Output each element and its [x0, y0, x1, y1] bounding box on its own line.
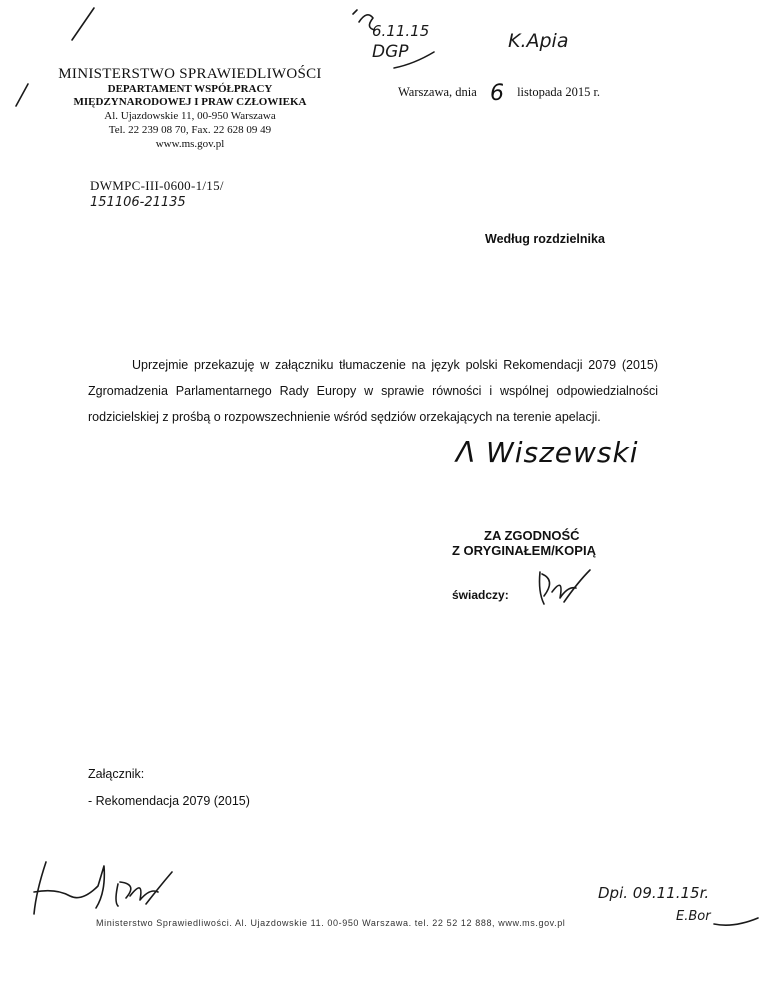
date-suffix: listopada 2015 r.	[517, 85, 601, 99]
letter-body	[88, 352, 658, 430]
handwritten-initials-underline	[390, 50, 440, 74]
handwritten-slash-mark	[60, 4, 100, 44]
addressee: Według rozdzielnika	[485, 232, 605, 246]
date-line	[398, 77, 601, 106]
handwritten-signature: Λ Wiszewski	[456, 436, 639, 469]
stamp-line1: ZA ZGODNOŚĆ	[484, 528, 580, 543]
department-address: Al. Ujazdowskie 11, 00-950 Warszawa	[104, 110, 276, 122]
reference-number: DWMPC-III-0600-1/15/	[90, 178, 224, 193]
department-name-line1: DEPARTAMENT WSPÓŁPRACY	[107, 83, 273, 95]
footer-address: Ministerstwo Sprawiedliwości. Al. Ujazdowskie 11. 00-950 Warszawa. tel. 22 52 12 888, www.ms.gov.pl	[96, 918, 566, 928]
handwritten-initials-dgp: DGP	[372, 42, 409, 62]
handwritten-top-right-note: K.Apia	[508, 30, 569, 52]
stamp-line2: Z ORYGINAŁEM/KOPIĄ	[452, 543, 596, 558]
letter-body-paragraph: Uprzejmie przekazuję w załączniku tłumaczenie na język polski Rekomendacji 2079 (2015) Zgromadzenia Parlamentarnego Rady Europy w sprawie równości i wspólnej odpowiedzialności rodzicielskiej z prośbą o rozpowszechnienie wśród sędziów orzekających na terenie apelacji.	[88, 358, 658, 424]
department-name-line2: MIĘDZYNARODOWEJ I PRAW CZŁOWIEKA	[73, 96, 307, 108]
handwritten-reference-note: 151106-21135	[90, 195, 186, 210]
date-day-handwritten: 6	[489, 81, 504, 106]
ministry-name: MINISTERSTWO SPRAWIEDLIWOŚCI	[58, 66, 322, 82]
handwritten-name-underline	[712, 912, 762, 930]
handwritten-date-note: 6.11.15	[372, 22, 430, 40]
department-phone-fax: Tel. 22 239 08 70, Fax. 22 628 09 49	[108, 124, 272, 136]
handwritten-bottom-right-note: Dpi. 09.11.15r.	[598, 884, 710, 902]
stamp-witness-label: świadczy:	[452, 588, 509, 602]
date-prefix: Warszawa, dnia	[398, 85, 477, 99]
attachment-label: Załącznik:	[88, 767, 145, 781]
handwritten-bottom-right-name: E.Bor	[676, 909, 711, 924]
attachment-item: - Rekomendacja 2079 (2015)	[88, 794, 250, 808]
letterhead	[30, 66, 350, 151]
department-website: www.ms.gov.pl	[155, 138, 225, 150]
witness-initials-signature	[534, 566, 594, 610]
certification-stamp	[452, 528, 596, 558]
bottom-left-signature-scribble	[26, 852, 176, 922]
